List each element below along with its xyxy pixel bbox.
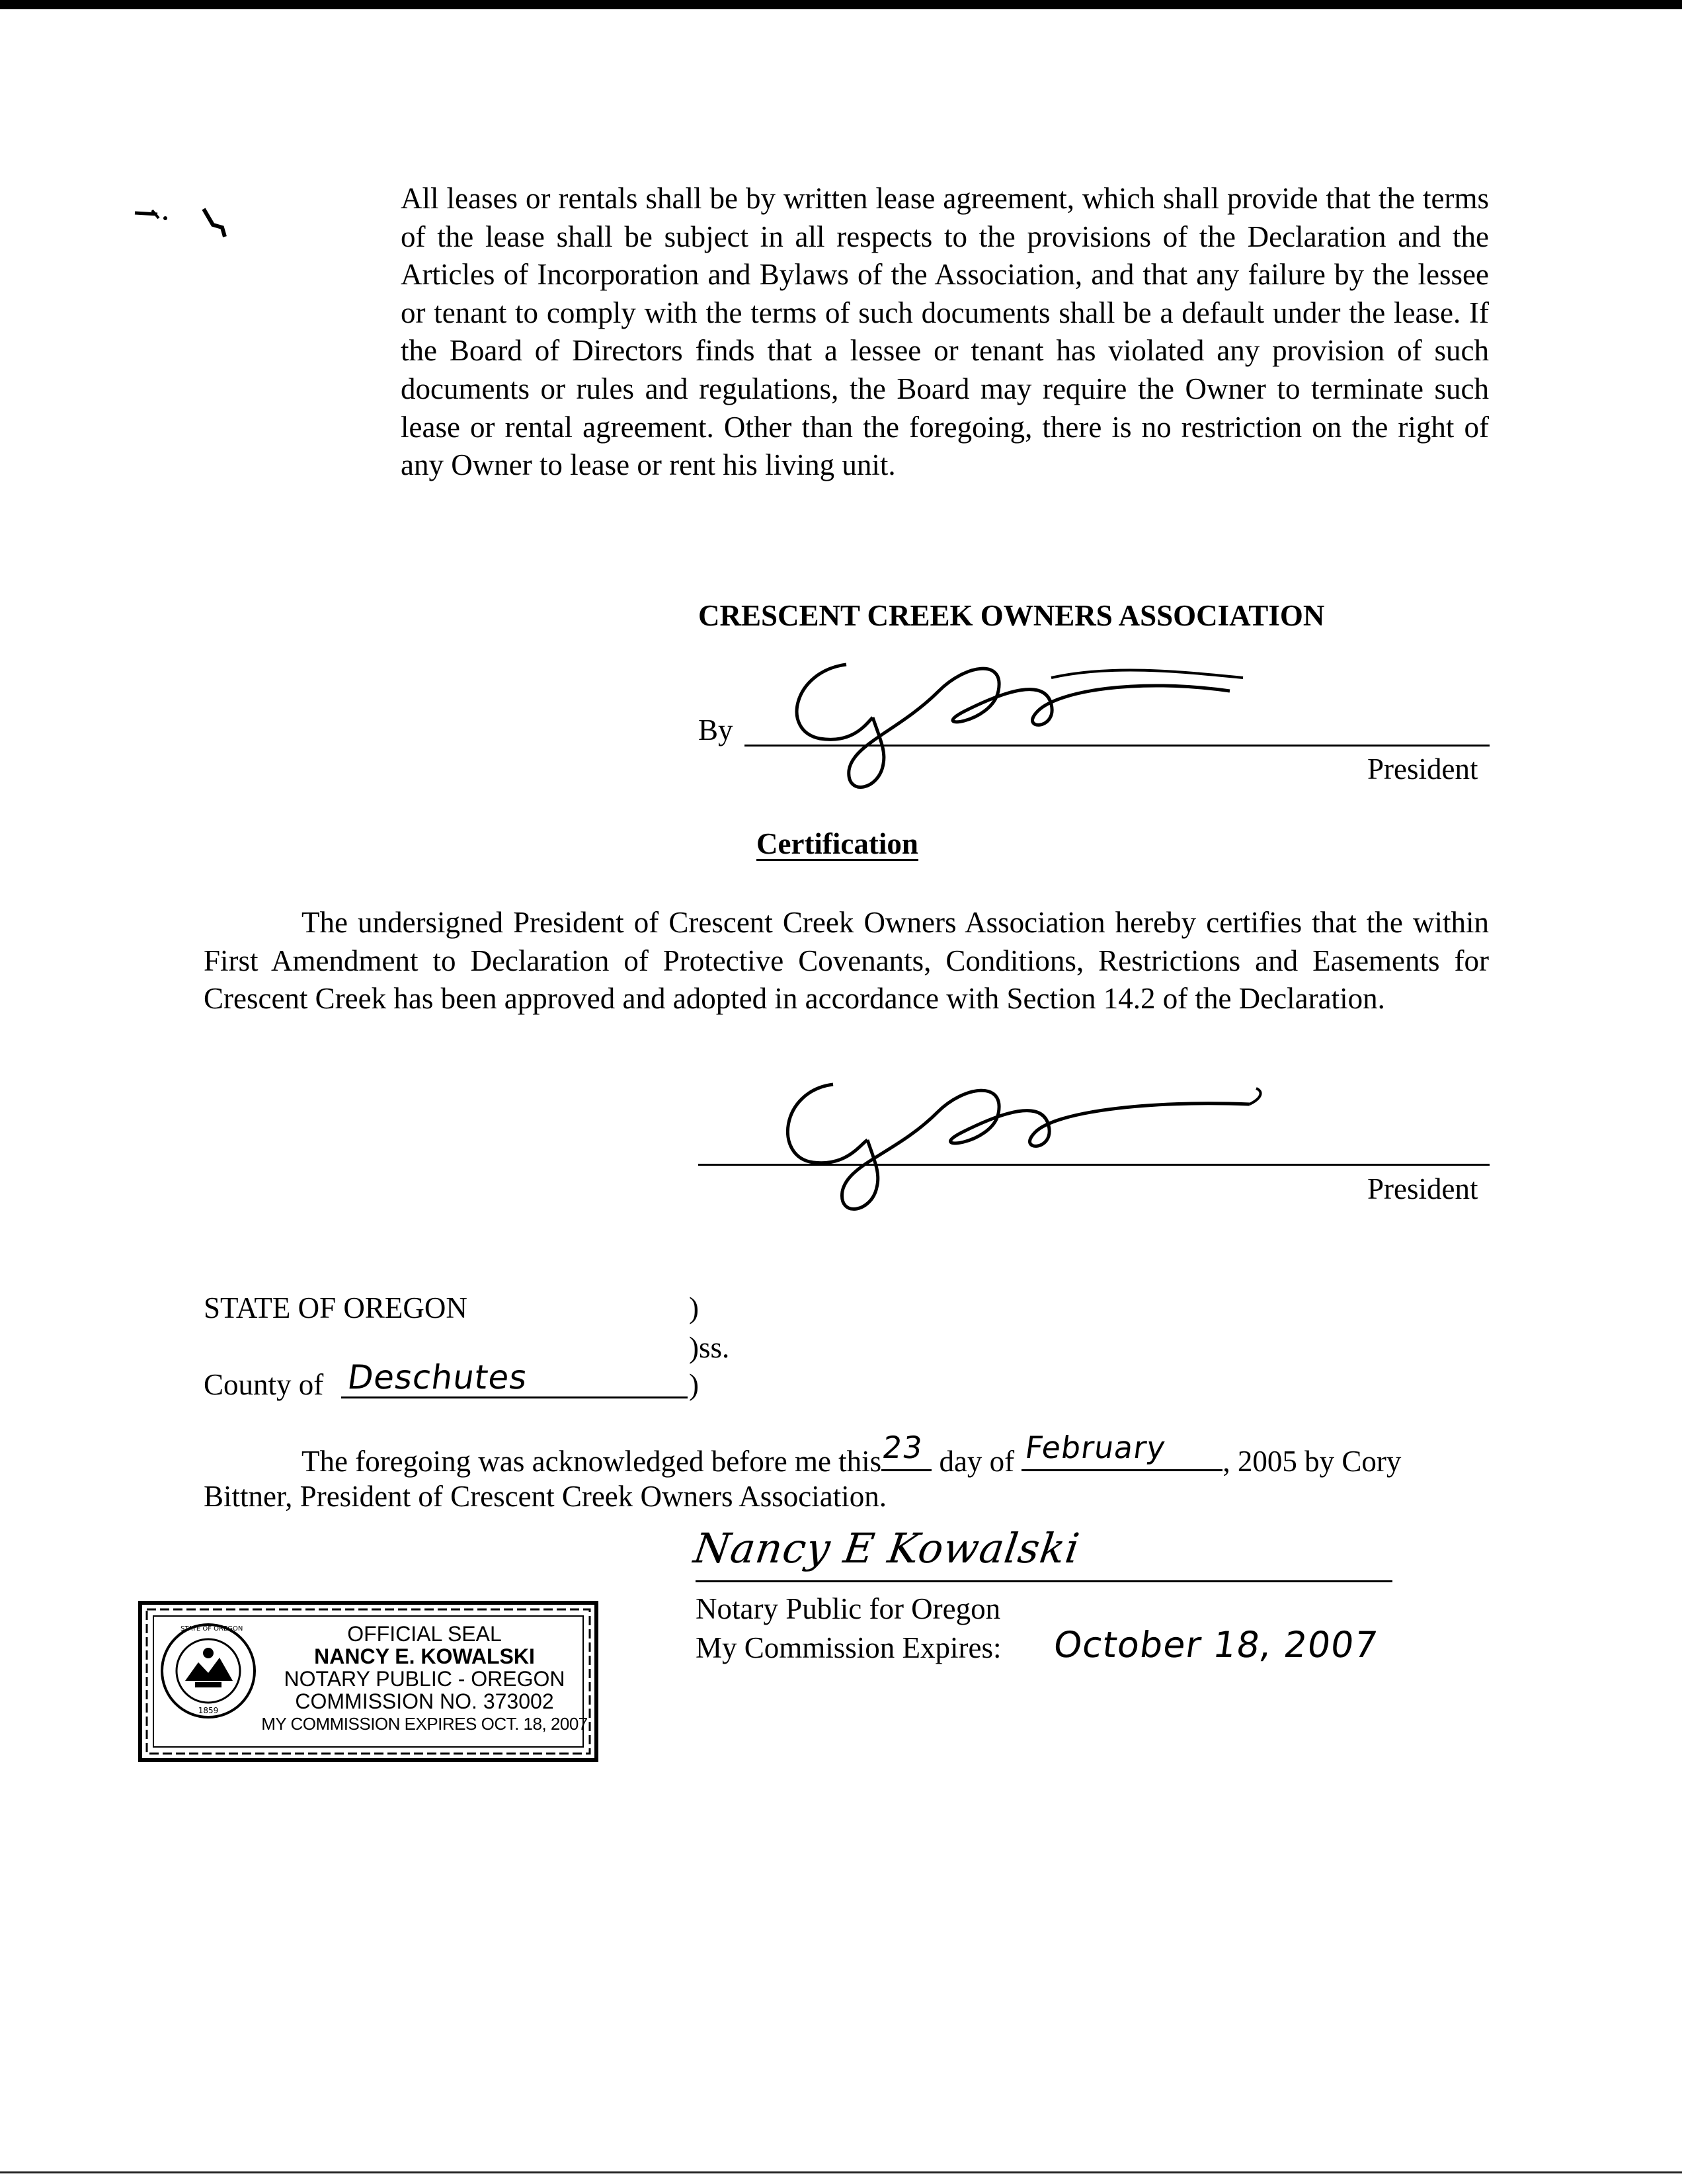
- lease-paragraph: All leases or rentals shall be by written lease agreement, which shall provide that the terms of the lease shall be subject in all respects to the provisions of the Declaration and the Articles of Incorporation and Bylaws of the Association, and that any failure by the lessee or tenant to comply with the terms of such documents shall be a default under the lease. If the Board of Directors finds that a lessee or tenant has violated any provision of such documents or rules and regulations, the Board may require the Owner to terminate such lease or rental agreement. Other than the foregoing, there is no restriction on the right of any Owner to lease or rent his living unit.: [401, 182, 1489, 482]
- president-title-2: President: [1367, 1172, 1478, 1205]
- president-signature-1: [767, 651, 1269, 807]
- emblem-top-text: STATE OF OREGON: [180, 1625, 243, 1633]
- seal-line-4: COMMISSION NO. 373002: [295, 1689, 554, 1713]
- president-signature-2: [760, 1071, 1289, 1227]
- scan-bottom-edge: [0, 2171, 1682, 2173]
- state-label: STATE OF OREGON: [204, 1291, 467, 1324]
- stray-marks: [126, 198, 245, 251]
- commission-expires-value: October 18, 2007: [1051, 1624, 1381, 1666]
- venue-paren-2: ): [689, 1368, 699, 1401]
- seal-line-5: MY COMMISSION EXPIRES OCT. 18, 2007: [261, 1714, 588, 1734]
- county-line: [341, 1396, 688, 1398]
- ack-part-1: The foregoing was acknowledged before me this: [301, 1445, 882, 1478]
- seal-line-3: NOTARY PUBLIC - OREGON: [284, 1667, 565, 1691]
- seal-line-1: OFFICIAL SEAL: [347, 1622, 502, 1646]
- state-seal-emblem: [159, 1621, 258, 1720]
- acknowledgment-line-2: Bittner, President of Crescent Creek Owners Association.: [204, 1480, 887, 1513]
- notary-label: Notary Public for Oregon: [696, 1592, 1001, 1625]
- venue-paren-1: ): [689, 1291, 699, 1324]
- ack-month: February: [1023, 1430, 1169, 1465]
- ack-day: 23: [880, 1430, 926, 1465]
- acknowledgment-line-1: [301, 1430, 1402, 1478]
- certification-heading: Certification: [756, 827, 918, 860]
- seal-line-2: NANCY E. KOWALSKI: [314, 1644, 535, 1668]
- ack-part-2: day of: [939, 1445, 1015, 1478]
- commission-expires-label: My Commission Expires:: [696, 1631, 1002, 1664]
- scan-top-edge: [0, 0, 1682, 9]
- emblem-year: 1859: [198, 1706, 219, 1715]
- certification-paragraph: The undersigned President of Crescent Creek Owners Association hereby certifies that the within First Amendment to Declaration of Protective Covenants, Conditions, Restrictions and Easements for Crescent Creek has been approved and adopted in accordance with Section 14.2 of the Declaration.: [204, 906, 1489, 1016]
- by-label: By: [698, 713, 733, 747]
- notary-signature-line: [696, 1580, 1392, 1582]
- county-value: Deschutes: [344, 1358, 530, 1396]
- notary-signature: Nancy E Kowalski: [690, 1524, 1083, 1572]
- county-label: County of: [204, 1368, 324, 1401]
- ack-part-3: , 2005 by Cory: [1222, 1445, 1402, 1478]
- seal-text: [259, 1623, 590, 1735]
- association-name: CRESCENT CREEK OWNERS ASSOCIATION: [698, 599, 1325, 632]
- president-title-1: President: [1367, 752, 1478, 786]
- official-seal: [136, 1599, 600, 1764]
- venue-ss: )ss.: [689, 1331, 730, 1364]
